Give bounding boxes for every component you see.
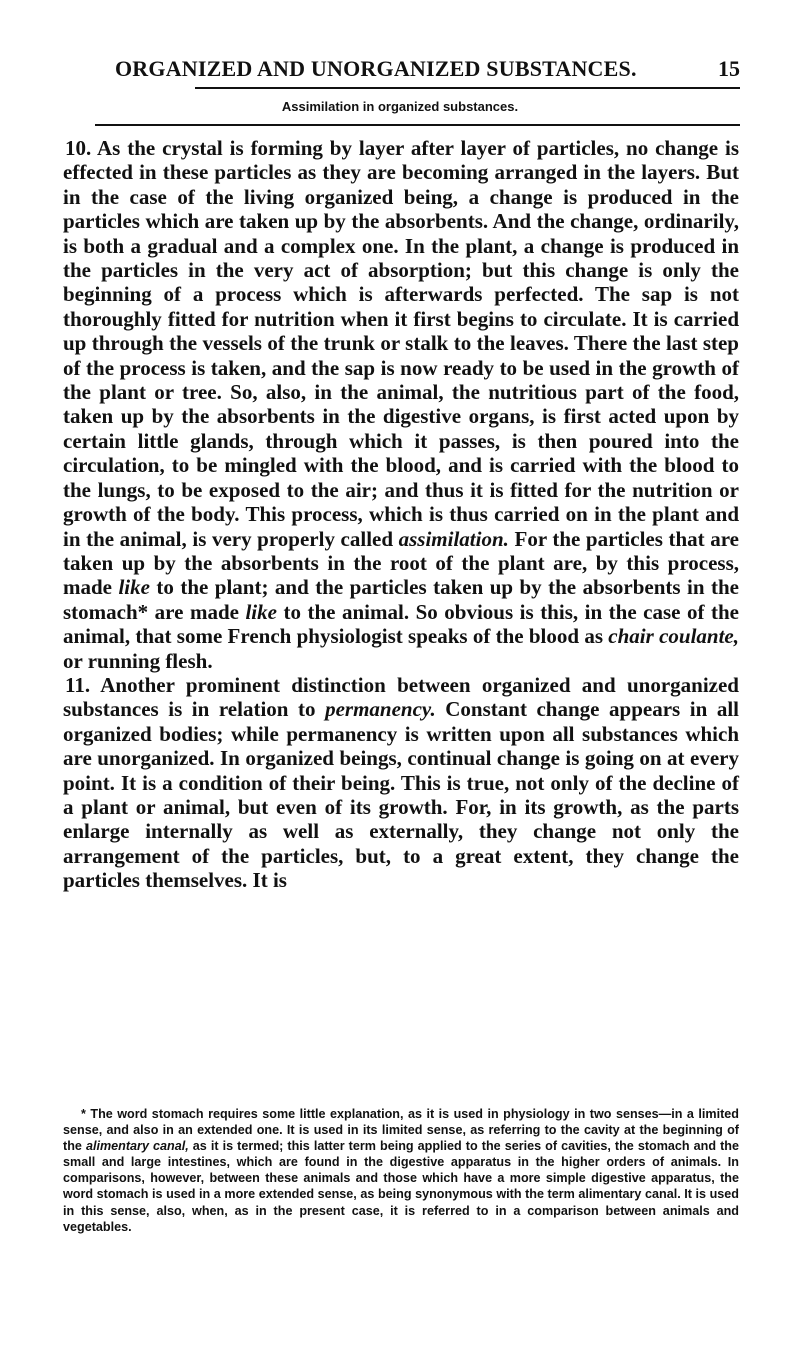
term-permanency: permanency. <box>325 697 436 722</box>
footnote <box>63 1106 739 1235</box>
page-header <box>115 56 740 90</box>
footnote-paragraph <box>63 1106 739 1235</box>
paragraph-11-text-2: Constant change appears in all organized bodies; while permanency is written upon all substances which are unorganized. In organized beings, continual change is going on at every point. It is a condition of their being. This is true, not only of the decline of a plant or animal, but even of its growth. For, in its growth, as the parts enlarge internally as well as externally, they change not only the arrangement of the particles, but, to a great extent, they change the particles themselves. It is <box>63 697 739 893</box>
emphasis-like-2: like <box>245 599 277 624</box>
footnote-text-2: as it is termed; this latter term being applied to the series of cavities, the stomach and the small and large intestines, which are found in the digestive apparatus in the higher orders of animals. In comparisons, however, between these animals and those which have a more simple digestive apparatus, the word stomach is used in a more extended sense, as being synonymous with the term alimentary canal. It is used in this sense, also, when, as in the present case, it is referred to in a comparison between animals and vegetables. <box>63 1139 740 1234</box>
page-number: 15 <box>718 56 740 81</box>
section-sidenote: Assimilation in organized substances. <box>281 99 519 114</box>
header-rule-bottom <box>95 124 740 126</box>
term-alimentary-canal: alimentary canal, <box>85 1139 189 1154</box>
body-text <box>63 136 739 893</box>
paragraph-10-text-2: For the particles that are taken up by the absorbents in the root of the plant are, by this process, made <box>63 526 740 600</box>
term-assimilation: assimilation. <box>398 526 509 551</box>
term-chair-coulante: chair coulante, <box>608 624 739 649</box>
emphasis-like-1: like <box>118 575 150 600</box>
paragraph-10-text-4: to the animal. So obvious is this, in the case of the animal, that some French physiologist speaks of the blood as <box>63 599 739 649</box>
paragraph-10-text-1: 10. As the crystal is forming by layer after layer of particles, no change is effected in these particles as they are becoming arranged in the layers. But in the case of the living organized being, a change is produced in the particles which are taken up by the absorbents. And the change, ordinarily, is both a gradual and a complex one. In the plant, a change is produced in the particles in the very act of absorption; but this change is only the beginning of a process which is afterwards perfected. The sap is not thoroughly fitted for nutrition when it first begins to circulate. It is carried up through the vessels of the trunk or stalk to the leaves. There the last step of the process is taken, and the sap is now ready to be used in the growth of the plant or tree. So, also, in the animal, the nutritious part of the food, taken up by the absorbents in the digestive organs, is first acted upon by certain little glands, through which it passes, is then poured into the circulation, to be mingled with the blood, and is carried with the blood to the lungs, to be exposed to the air; and thus it is fitted for the nutrition or growth of the body. This process, which is thus carried on in the plant and in the animal, is very properly called <box>63 136 739 551</box>
paragraph-10-text-3: to the plant; and the particles taken up by the absorbents in the stomach* are made <box>63 575 739 624</box>
paragraph-11 <box>63 673 739 893</box>
paragraph-10 <box>63 136 739 673</box>
paragraph-10-text-5: or running flesh. <box>63 648 213 673</box>
running-title: ORGANIZED AND UNORGANIZED SUBSTANCES. <box>115 56 637 81</box>
header-rule-top <box>195 87 740 89</box>
footnote-text-1: * The word stomach requires some little explanation, as it is used in physiology in two senses—in a limited sense, and also in an extended one. It is used in its limited sense, as referring to the cavity at the beginning of the <box>63 1107 739 1154</box>
paragraph-11-text-1: 11. Another prominent distinction between organized and unorganized substances is in relation to <box>63 672 739 722</box>
